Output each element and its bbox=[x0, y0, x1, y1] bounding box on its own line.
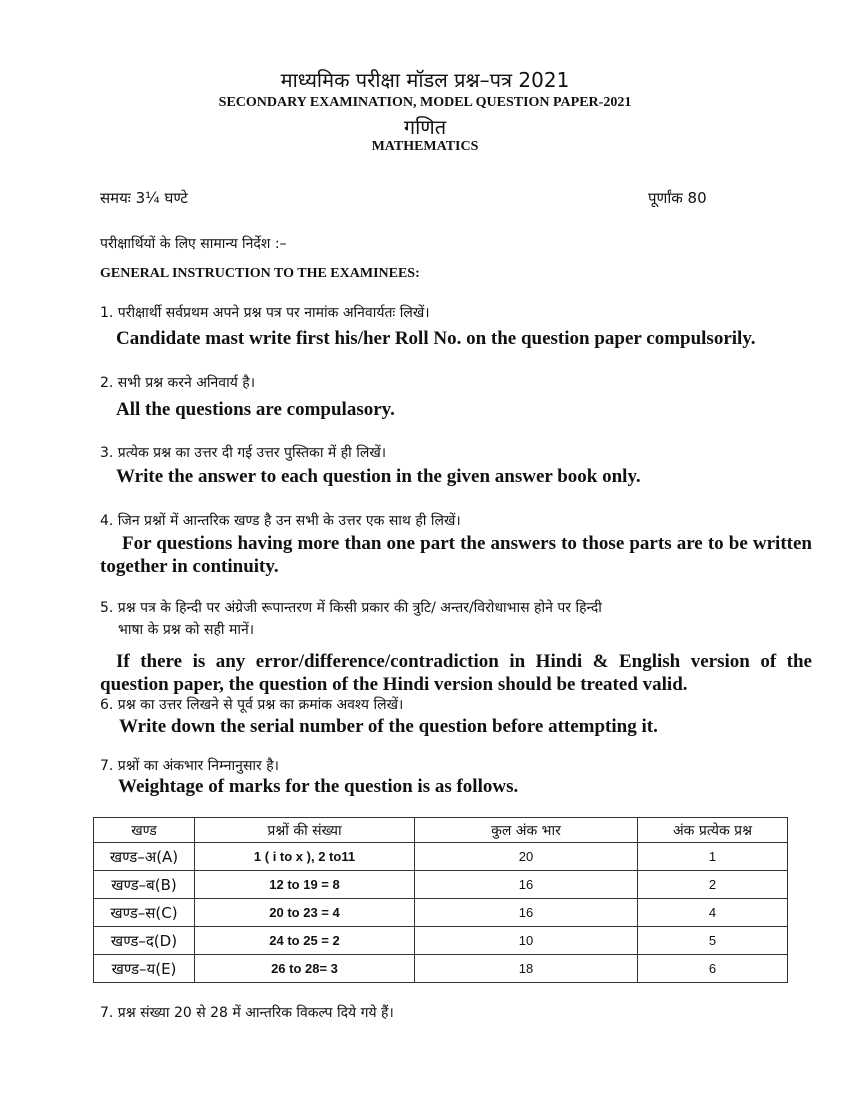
marks-per-question-cell: 1 bbox=[638, 843, 788, 871]
section-cell: खण्ड–द(D) bbox=[94, 927, 195, 955]
instructions-heading-english: GENERAL INSTRUCTION TO THE EXAMINEES: bbox=[100, 266, 420, 281]
table-row bbox=[94, 843, 788, 871]
subject-english: MATHEMATICS bbox=[371, 139, 479, 154]
question-count-cell: 12 to 19 = 8 bbox=[195, 871, 415, 899]
subject-hindi: गणित bbox=[403, 115, 447, 139]
header-question-count: प्रश्नों की संख्या bbox=[195, 818, 415, 843]
instruction-2-english: All the questions are compulasory. bbox=[116, 399, 395, 420]
internal-choice-note: 7. प्रश्न संख्या 20 से 28 में आन्तरिक विकल्प दिये गये हैं। bbox=[100, 1005, 394, 1021]
question-count-cell: 20 to 23 = 4 bbox=[195, 899, 415, 927]
instruction-3-hindi: 3. प्रत्येक प्रश्न का उत्तर दी गई उत्तर पुस्तिका में ही लिखें। bbox=[100, 445, 387, 461]
instruction-3-english: Write the answer to each question in the given answer book only. bbox=[116, 466, 641, 487]
table-row bbox=[94, 871, 788, 899]
total-marks-cell: 18 bbox=[415, 955, 638, 983]
instruction-6-english: Write down the serial number of the question before attempting it. bbox=[119, 716, 658, 737]
marks-per-question-cell: 5 bbox=[638, 927, 788, 955]
hindi-title: माध्यमिक परीक्षा मॉडल प्रश्न–पत्र 2021 bbox=[280, 68, 570, 92]
section-cell: खण्ड–य(E) bbox=[94, 955, 195, 983]
header-section: खण्ड bbox=[94, 818, 195, 843]
table-row bbox=[94, 955, 788, 983]
instruction-5-english: If there is any error/difference/contradiction in Hindi & English version of the question paper, the question of the Hindi version should be treated valid. bbox=[100, 651, 812, 695]
instruction-7-hindi: 7. प्रश्नों का अंकभार निम्नानुसार है। bbox=[100, 758, 279, 774]
table-header-row bbox=[94, 818, 788, 843]
total-marks-cell: 20 bbox=[415, 843, 638, 871]
total-marks-cell: 16 bbox=[415, 899, 638, 927]
exam-time: समयः 3¼ घण्टे bbox=[100, 189, 188, 207]
section-cell: खण्ड–अ(A) bbox=[94, 843, 195, 871]
marks-weightage-table bbox=[93, 817, 788, 983]
instruction-5-hindi-line2: भाषा के प्रश्न को सही मानें। bbox=[118, 622, 255, 638]
section-cell: खण्ड–स(C) bbox=[94, 899, 195, 927]
marks-per-question-cell: 4 bbox=[638, 899, 788, 927]
instruction-4-english: For questions having more than one part the answers to those parts are to be written together in continuity. bbox=[100, 533, 812, 577]
english-title: SECONDARY EXAMINATION, MODEL QUESTION PAPER-2021 bbox=[218, 95, 632, 110]
total-marks-cell: 16 bbox=[415, 871, 638, 899]
section-cell: खण्ड–ब(B) bbox=[94, 871, 195, 899]
instruction-4-hindi: 4. जिन प्रश्नों में आन्तरिक खण्ड है उन सभी के उत्तर एक साथ ही लिखें। bbox=[100, 513, 461, 529]
instructions-heading-hindi: परीक्षार्थियों के लिए सामान्य निर्देश :– bbox=[100, 236, 287, 252]
instruction-5-hindi-line1: 5. प्रश्न पत्र के हिन्दी पर अंग्रेजी रूपान्तरण में किसी प्रकार की त्रुटि/ अन्तर/विरोधाभास होने पर हिन्दी bbox=[100, 600, 602, 616]
question-count-cell: 26 to 28= 3 bbox=[195, 955, 415, 983]
max-marks: पूर्णांक 80 bbox=[648, 189, 707, 207]
table-row bbox=[94, 899, 788, 927]
header-marks-per-question: अंक प्रत्येक प्रश्न bbox=[638, 818, 788, 843]
table-row bbox=[94, 927, 788, 955]
instruction-2-hindi: 2. सभी प्रश्न करने अनिवार्य है। bbox=[100, 375, 256, 391]
question-count-cell: 1 ( i to x ), 2 to11 bbox=[195, 843, 415, 871]
total-marks-cell: 10 bbox=[415, 927, 638, 955]
marks-per-question-cell: 2 bbox=[638, 871, 788, 899]
instruction-1-english: Candidate mast write first his/her Roll No. on the question paper compulsorily. bbox=[116, 328, 756, 349]
instruction-1-hindi: 1. परीक्षार्थी सर्वप्रथम अपने प्रश्न पत्र पर नामांक अनिवार्यतः लिखें। bbox=[100, 305, 430, 321]
marks-per-question-cell: 6 bbox=[638, 955, 788, 983]
header-total-marks: कुल अंक भार bbox=[415, 818, 638, 843]
instruction-7-english: Weightage of marks for the question is as follows. bbox=[118, 776, 519, 797]
question-count-cell: 24 to 25 = 2 bbox=[195, 927, 415, 955]
instruction-6-hindi: 6. प्रश्न का उत्तर लिखने से पूर्व प्रश्न का क्रमांक अवश्य लिखें। bbox=[100, 697, 404, 713]
